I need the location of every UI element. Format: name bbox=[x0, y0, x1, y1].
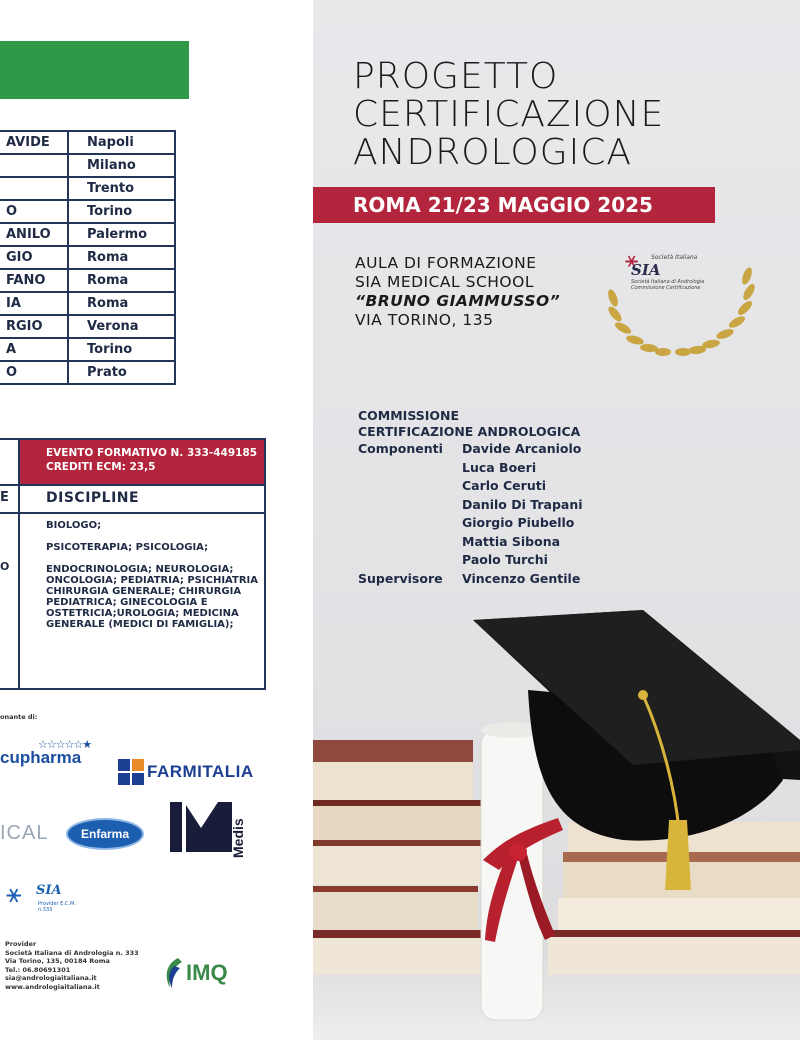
faculty-name bbox=[0, 154, 68, 177]
faculty-name: RGIO bbox=[0, 315, 68, 338]
table-row bbox=[0, 154, 175, 177]
left-book-stack bbox=[313, 740, 493, 975]
provider-line: Via Torino, 135, 00184 Roma bbox=[5, 957, 110, 965]
ical-logo: ICAL bbox=[0, 822, 49, 844]
faculty-name bbox=[0, 177, 68, 200]
provider-line: Società Italiana di Andrologia n. 333 bbox=[5, 948, 139, 957]
right-page bbox=[313, 0, 800, 1040]
venue-block bbox=[355, 254, 560, 330]
faculty-name: IA bbox=[0, 292, 68, 315]
left-page bbox=[0, 0, 313, 1040]
sponsor-label: onante di: bbox=[0, 713, 38, 721]
commission-heading: CERTIFICAZIONE ANDROLOGICA bbox=[358, 424, 581, 439]
ecm-event-number: EVENTO FORMATIVO N. 333-449185 bbox=[46, 447, 258, 459]
commission-row bbox=[358, 533, 580, 552]
commission-role: Componenti bbox=[358, 441, 443, 456]
farmitalia-text: FARMITALIA bbox=[147, 762, 254, 781]
commission-member: Danilo Di Trapani bbox=[462, 496, 583, 512]
faculty-city: Torino bbox=[68, 338, 175, 361]
table-row bbox=[0, 131, 175, 154]
venue-line: AULA DI FORMAZIONE bbox=[355, 254, 537, 272]
ecm-header bbox=[0, 440, 264, 484]
graduation-books-photo bbox=[313, 590, 800, 1040]
event-title bbox=[353, 58, 664, 172]
running-figure-icon: ⚹ bbox=[625, 248, 639, 273]
faculty-city: Napoli bbox=[68, 131, 175, 154]
faculty-city: Torino bbox=[68, 200, 175, 223]
table-row bbox=[0, 200, 175, 223]
faculty-city: Palermo bbox=[68, 223, 175, 246]
venue-line: “BRUNO GIAMMUSSO” bbox=[355, 292, 561, 310]
farmitalia-icon bbox=[118, 759, 144, 785]
faculty-table bbox=[0, 130, 176, 385]
cupharma-text: cupharma bbox=[0, 748, 82, 767]
event-date-banner: ROMA 21/23 MAGGIO 2025 bbox=[313, 187, 715, 223]
imq-text: IMQ bbox=[186, 960, 228, 985]
provider-info bbox=[5, 940, 139, 991]
sia-logo-subtitle bbox=[631, 279, 704, 291]
commission-member: Mattia Sibona bbox=[462, 533, 561, 549]
table-row bbox=[0, 292, 175, 315]
commission-row bbox=[358, 477, 580, 496]
table-row bbox=[0, 223, 175, 246]
sia-provider-sub: Provider E.C.M. n.333 bbox=[38, 901, 76, 913]
commission-role: Supervisore bbox=[358, 570, 443, 586]
ecm-credits: CREDITI ECM: 23,5 bbox=[46, 461, 156, 473]
ecm-divider-head bbox=[0, 512, 264, 514]
commission-row bbox=[358, 551, 580, 570]
commission-heading: COMMISSIONE bbox=[358, 408, 460, 423]
medis-text: Medis bbox=[230, 818, 246, 858]
stars-icon: ☆☆☆☆☆★ bbox=[38, 738, 92, 751]
table-row bbox=[0, 338, 175, 361]
faculty-name: AVIDE bbox=[0, 131, 68, 154]
table-row bbox=[0, 246, 175, 269]
profession-head: E bbox=[0, 490, 9, 505]
sia-provider-logo bbox=[6, 877, 86, 925]
title-line: CERTIFICAZIONE bbox=[353, 94, 665, 135]
discipline-item: ENDOCRINOLOGIA; NEUROLOGIA; ONCOLOGIA; PEDIATRIA; PSICHIATRIA CHIRURGIA GENERALE; CHIRURGIA PEDIATRICA; GINECOLOGIA E OSTETRICIA;UROLOGIA; MEDICINA GENERALE (MEDICI DI FAMIGLIA); bbox=[46, 564, 258, 630]
table-row bbox=[0, 177, 175, 200]
profession-fragment: O bbox=[0, 560, 10, 573]
title-line: PROGETTO bbox=[353, 56, 559, 97]
sia-logo-small-text: Società Italiana bbox=[651, 254, 698, 261]
imq-logo bbox=[162, 956, 228, 990]
title-line: ANDROLOGICA bbox=[353, 132, 633, 173]
commission-row bbox=[358, 496, 583, 515]
provider-line: www.andrologiaitaliana.it bbox=[5, 982, 100, 991]
provider-line: sia@andrologiaitaliana.it bbox=[5, 974, 97, 982]
sia-logo-sub-line: Commissione Certificazione bbox=[631, 285, 701, 291]
faculty-name: A bbox=[0, 338, 68, 361]
imq-swoosh-icon bbox=[162, 956, 184, 990]
ecm-divider-top bbox=[0, 484, 264, 486]
ecm-column-divider bbox=[18, 484, 20, 688]
faculty-city: Milano bbox=[68, 154, 175, 177]
ecm-header-blank bbox=[0, 440, 18, 484]
faculty-name: O bbox=[0, 361, 68, 384]
commission-block bbox=[358, 408, 583, 588]
faculty-name: O bbox=[0, 200, 68, 223]
cupharma-logo bbox=[0, 738, 92, 768]
sia-logo-name: SIA bbox=[631, 261, 661, 279]
faculty-city: Trento bbox=[68, 177, 175, 200]
provider-line: Tel.: 06.80691301 bbox=[5, 965, 71, 974]
ecm-box bbox=[0, 438, 266, 690]
faculty-city: Roma bbox=[68, 246, 175, 269]
venue-line: VIA TORINO, 135 bbox=[355, 311, 494, 329]
faculty-city: Verona bbox=[68, 315, 175, 338]
medis-m-icon bbox=[170, 802, 232, 852]
provider-line: Provider bbox=[5, 940, 37, 948]
discipline-head: DISCIPLINE bbox=[46, 490, 140, 506]
commission-member: Davide Arcaniolo bbox=[462, 441, 582, 456]
table-row bbox=[0, 361, 175, 384]
farmitalia-logo bbox=[118, 759, 254, 785]
commission-member: Vincenzo Gentile bbox=[462, 570, 581, 586]
commission-member: Carlo Ceruti bbox=[462, 478, 546, 493]
commission-member: Giorgio Piubello bbox=[462, 515, 575, 530]
faculty-name: FANO bbox=[0, 269, 68, 292]
sia-logo-sub-line: Società Italiana di Andrologia bbox=[631, 279, 705, 285]
discipline-item: BIOLOGO; bbox=[46, 520, 102, 531]
commission-row bbox=[358, 514, 580, 533]
faculty-city: Roma bbox=[68, 292, 175, 315]
medis-logo bbox=[170, 800, 260, 860]
venue-line: SIA MEDICAL SCHOOL bbox=[355, 273, 534, 291]
commission-row bbox=[358, 459, 580, 478]
sia-certification-logo bbox=[601, 248, 761, 368]
table-row bbox=[0, 269, 175, 292]
sia-provider-name: SIA bbox=[36, 883, 62, 898]
ecm-event-banner bbox=[18, 440, 264, 484]
commission-row bbox=[358, 440, 580, 459]
table-row bbox=[0, 315, 175, 338]
enfarma-logo: Enfarma bbox=[66, 818, 144, 850]
faculty-city: Roma bbox=[68, 269, 175, 292]
green-header-bar bbox=[0, 41, 189, 99]
running-figure-icon: ⚹ bbox=[6, 879, 22, 909]
commission-member: Luca Boeri bbox=[462, 459, 537, 475]
commission-row bbox=[358, 570, 580, 589]
faculty-city: Prato bbox=[68, 361, 175, 384]
faculty-name: ANILO bbox=[0, 223, 68, 246]
commission-member: Paolo Turchi bbox=[462, 552, 548, 567]
discipline-item: PSICOTERAPIA; PSICOLOGIA; bbox=[46, 542, 209, 553]
faculty-name: GIO bbox=[0, 246, 68, 269]
